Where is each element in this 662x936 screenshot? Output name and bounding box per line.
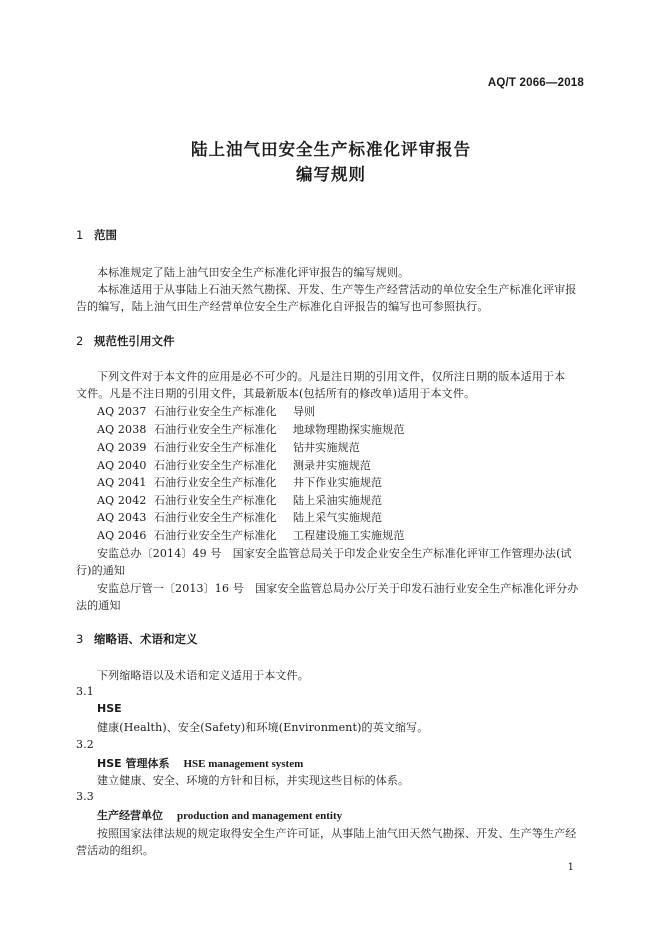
section-title: 范围: [94, 228, 117, 242]
page-number: 1: [567, 862, 574, 873]
reference-item: AQ 2037 石油行业安全生产标准化 导则: [97, 405, 316, 418]
reference-item: AQ 2043 石油行业安全生产标准化 陆上采气实施规范: [97, 511, 383, 524]
reference-item: AQ 2039 石油行业安全生产标准化 钻井实施规范: [97, 441, 360, 454]
term-definition: 健康(Health)、安全(Safety)和环境(Environment)的英文缩写。: [97, 721, 429, 734]
section-3-heading: [76, 631, 198, 647]
reference-item: AQ 2046 石油行业安全生产标准化 工程建设施工实施规范: [97, 529, 405, 542]
paragraph: 下列缩略语以及术语和定义适用于本文件。: [97, 669, 309, 682]
reference-item: AQ 2041 石油行业安全生产标准化 井下作业实施规范: [97, 476, 383, 489]
section-1-heading: [76, 227, 117, 243]
paragraph: 下列文件对于本文件的应用是必不可少的。凡是注日期的引用文件，仅所注日期的版本适用于本: [97, 370, 566, 383]
clause-number: 3.1: [76, 685, 94, 698]
section-title: 缩略语、术语和定义: [94, 632, 198, 646]
term-definition: 建立健康、安全、环境的方针和目标，并实现这些目标的体系。: [97, 774, 410, 787]
paragraph: 本标准规定了陆上油气田安全生产标准化评审报告的编写规则。: [97, 266, 410, 279]
section-number: 3: [76, 632, 84, 646]
clause-number: 3.2: [76, 738, 94, 751]
section-number: 1: [76, 228, 84, 242]
paragraph-continued: 文件。凡是不注日期的引用文件，其最新版本(包括所有的修改单)适用于本文件。: [76, 387, 476, 400]
reference-item: AQ 2042 石油行业安全生产标准化 陆上采油实施规范: [97, 494, 383, 507]
reference-item: AQ 2040 石油行业安全生产标准化 测录井实施规范: [97, 459, 372, 472]
term-definition-continued: 营活动的组织。: [76, 844, 155, 857]
reference-item: AQ 2038 石油行业安全生产标准化 地球物理勘探实施规范: [97, 423, 405, 436]
reference-item: 安监总办〔2014〕49 号 国家安全监管总局关于印发企业安全生产标准化评审工作管理办法(试: [97, 547, 572, 560]
section-number: 2: [76, 334, 84, 348]
term-entry: 生产经营单位 production and management entity: [97, 809, 343, 822]
reference-item: 安监总厅管一〔2013〕16 号 国家安全监管总局办公厅关于印发石油行业安全生产标准化评分办: [97, 582, 579, 595]
term-entry: HSE 管理体系 HSE management system: [97, 757, 304, 770]
clause-number: 3.3: [76, 790, 94, 803]
section-2-heading: [76, 333, 175, 349]
paragraph: 本标准适用于从事陆上石油天然气勘探、开发、生产等生产经营活动的单位安全生产标准化评审报: [97, 283, 577, 296]
term-entry: HSE: [97, 702, 122, 715]
reference-item-continued: 行)的通知: [76, 564, 126, 577]
document-subtitle: 编写规则: [296, 165, 366, 184]
term-definition: 按照国家法律法规的规定取得安全生产许可证，从事陆上油气田天然气勘探、开发、生产等生产经: [97, 827, 577, 840]
reference-item-continued: 法的通知: [76, 599, 121, 612]
document-title: 陆上油气田安全生产标准化评审报告: [191, 140, 471, 159]
section-title: 规范性引用文件: [94, 334, 175, 348]
paragraph-continued: 告的编写，陆上油气田生产经营单位安全生产标准化自评报告的编写也可参照执行。: [76, 300, 489, 313]
standard-code: AQ/T 2066—2018: [487, 77, 584, 89]
